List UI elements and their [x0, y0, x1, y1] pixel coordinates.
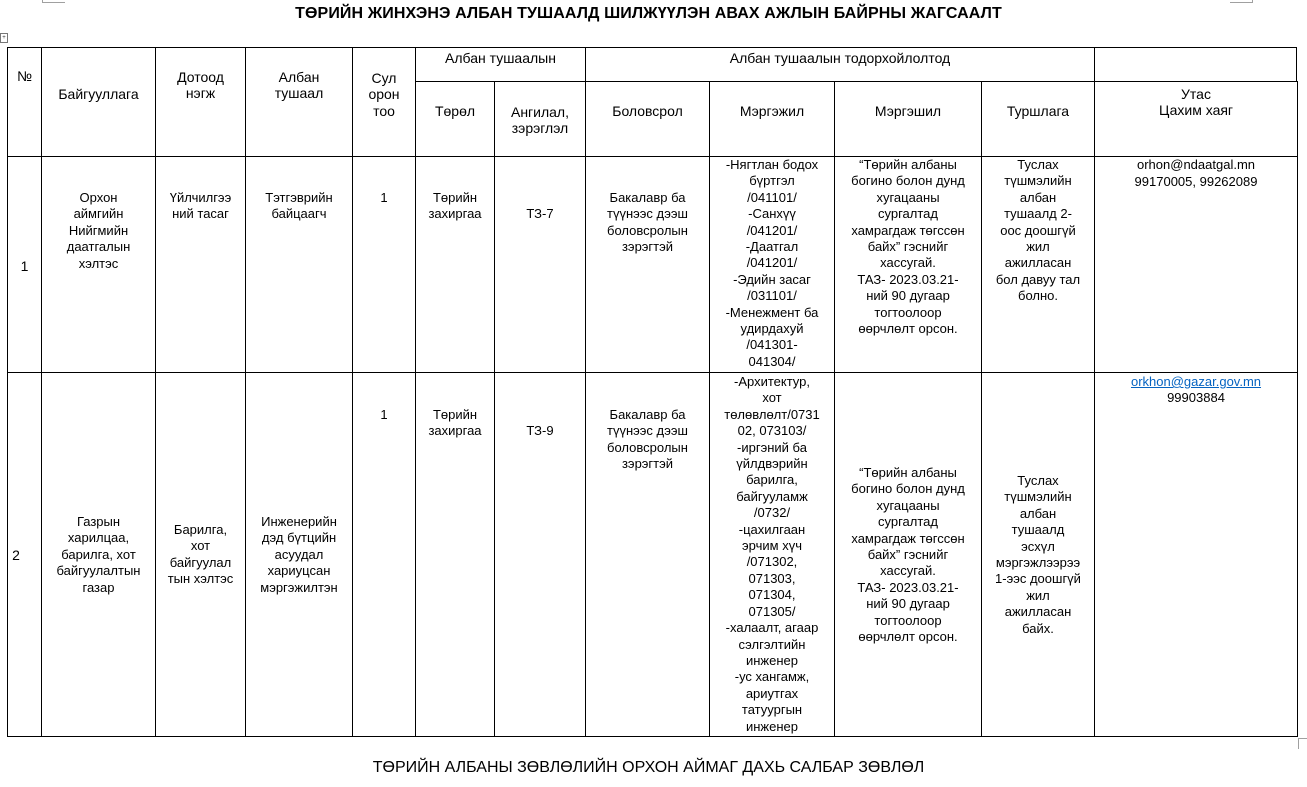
row-organization: Газрын харилцаа, барилга, хот байгуулалтын газар: [56, 514, 141, 595]
header-experience: Туршлага: [1006, 102, 1070, 119]
row-email-link[interactable]: orkhon@gazar.gov.mn: [1130, 374, 1262, 389]
row-vacancies: 1: [380, 190, 388, 205]
header-position: Албан тушаал: [274, 68, 324, 101]
header-group-position: Албан тушаалын: [445, 49, 556, 66]
table-border: [352, 47, 353, 737]
table-border: [7, 372, 1298, 373]
row-email: orhon@ndaatgal.mn: [1137, 157, 1255, 172]
row-experience: Туслах түшмэлийн албан тушаалд эсхүл мэргэжлээрээ 1-ээс доошгүй жил ажилласан байх.: [995, 473, 1081, 636]
header-contact: Утас Цахим хаяг: [1158, 85, 1234, 118]
row-profession: -Нягтлан бодох бүртгэл /041101/ -Санхүү /041201/ -Даатгал /041201/ -Эдийн засаг /031101/ -Менежмент ба удирдахуй /041301- 041304/: [725, 157, 819, 369]
header-vacancies: Сул орон тоо: [368, 69, 400, 119]
header-skills: Мэргэшил: [874, 102, 942, 119]
table-border: [494, 81, 495, 737]
row-vacancies: 1: [380, 407, 388, 422]
header-organization: Байгууллага: [58, 85, 139, 102]
header-profession: Мэргэжил: [739, 102, 805, 119]
table-border: [7, 47, 8, 737]
row-phone: 99903884: [1167, 390, 1225, 405]
document-title: ТӨРИЙН ЖИНХЭНЭ АЛБАН ТУШААЛД ШИЛЖҮҮЛЭН АВАХ АЖЛЫН БАЙРНЫ ЖАГСААЛТ: [295, 5, 1002, 22]
row-unit: Барилга, хот байгуулал тын хэлтэс: [167, 522, 234, 587]
row-grade: ТЗ-9: [526, 423, 554, 438]
row-position: Инженерийн дэд бүтцийн асуудал хариуцсан мэргэжилтэн: [260, 514, 338, 595]
table-border: [585, 47, 586, 737]
row-education: Бакалавр ба түүнээс дээш боловсролын зэрэгтэй: [607, 190, 688, 255]
document-footer: ТӨРИЙН АЛБАНЫ ЗӨВЛӨЛИЙН ОРХОН АЙМАГ ДАХЬ САЛБАР ЗӨВЛӨЛ: [372, 759, 925, 776]
header-number: №: [16, 67, 33, 84]
row-education: Бакалавр ба түүнээс дээш боловсролын зэрэгтэй: [607, 407, 688, 472]
header-education: Боловсрол: [612, 102, 683, 119]
table-border: [1297, 81, 1298, 737]
header-grade: Ангилал, зэрэглэл: [510, 103, 569, 136]
row-type: Төрийн захиргаа: [428, 407, 482, 439]
table-border: [415, 47, 416, 737]
row-unit: Үйлчилгээ ний тасаг: [169, 190, 232, 222]
table-border: [155, 47, 156, 737]
row-skills: “Төрийн албаны богино болон дунд хугацааны сургалтад хамрагдаж төгссөн байх” гэснийг хассугай. ТАЗ- 2023.03.21- ний 90 дугаар тогтоолоор өөрчлөлт орсон.: [851, 465, 965, 645]
row-organization: Орхон аймгийн Нийгмийн даатгалын хэлтэс: [66, 190, 131, 271]
header-group-details: Албан тушаалын тодорхойлолтод: [729, 49, 951, 66]
table-move-handle-icon[interactable]: +: [0, 33, 8, 43]
row-phone: 99170005, 99262089: [1134, 174, 1258, 189]
row-experience: Туслах түшмэлийн албан тушаалд 2- оос доошгүй жил ажилласан бол давуу тал болно.: [995, 157, 1081, 304]
row-number: 1: [20, 257, 29, 274]
row-position: Тэтгэврийн байцаагч: [265, 190, 333, 222]
table-border: [7, 736, 1298, 737]
table-border: [245, 47, 246, 737]
row-grade: ТЗ-7: [526, 206, 554, 221]
table-border: [1296, 47, 1297, 82]
page-corner-mark: [1230, 0, 1253, 3]
row-type: Төрийн захиргаа: [428, 190, 482, 222]
row-skills: “Төрийн албаны богино болон дунд хугацааны сургалтад хамрагдаж төгссөн байх” гэснийг хассугай. ТАЗ- 2023.03.21- ний 90 дугаар тогтоолоор өөрчлөлт орсон.: [851, 157, 965, 337]
header-type: Төрөл: [434, 102, 476, 119]
row-number: 2: [12, 546, 20, 563]
table-border: [415, 81, 1298, 82]
page-corner-mark: [42, 0, 65, 3]
page-corner-mark: [1298, 738, 1307, 749]
header-unit: Дотоод нэгж: [177, 68, 224, 101]
row-profession: -Архитектур, хот төлөвлөлт/0731 02, 073103/ -иргэний ба үйлдвэрийн барилга, байгууламж /0732/ -цахилгаан эрчим хүч /071302, 071303, 071304, 071305/ -халаалт, агаар сэлгэлтийн инженер -ус хангамж, ариутгах татуургын инженер: [724, 374, 820, 734]
table-border: [41, 47, 42, 737]
